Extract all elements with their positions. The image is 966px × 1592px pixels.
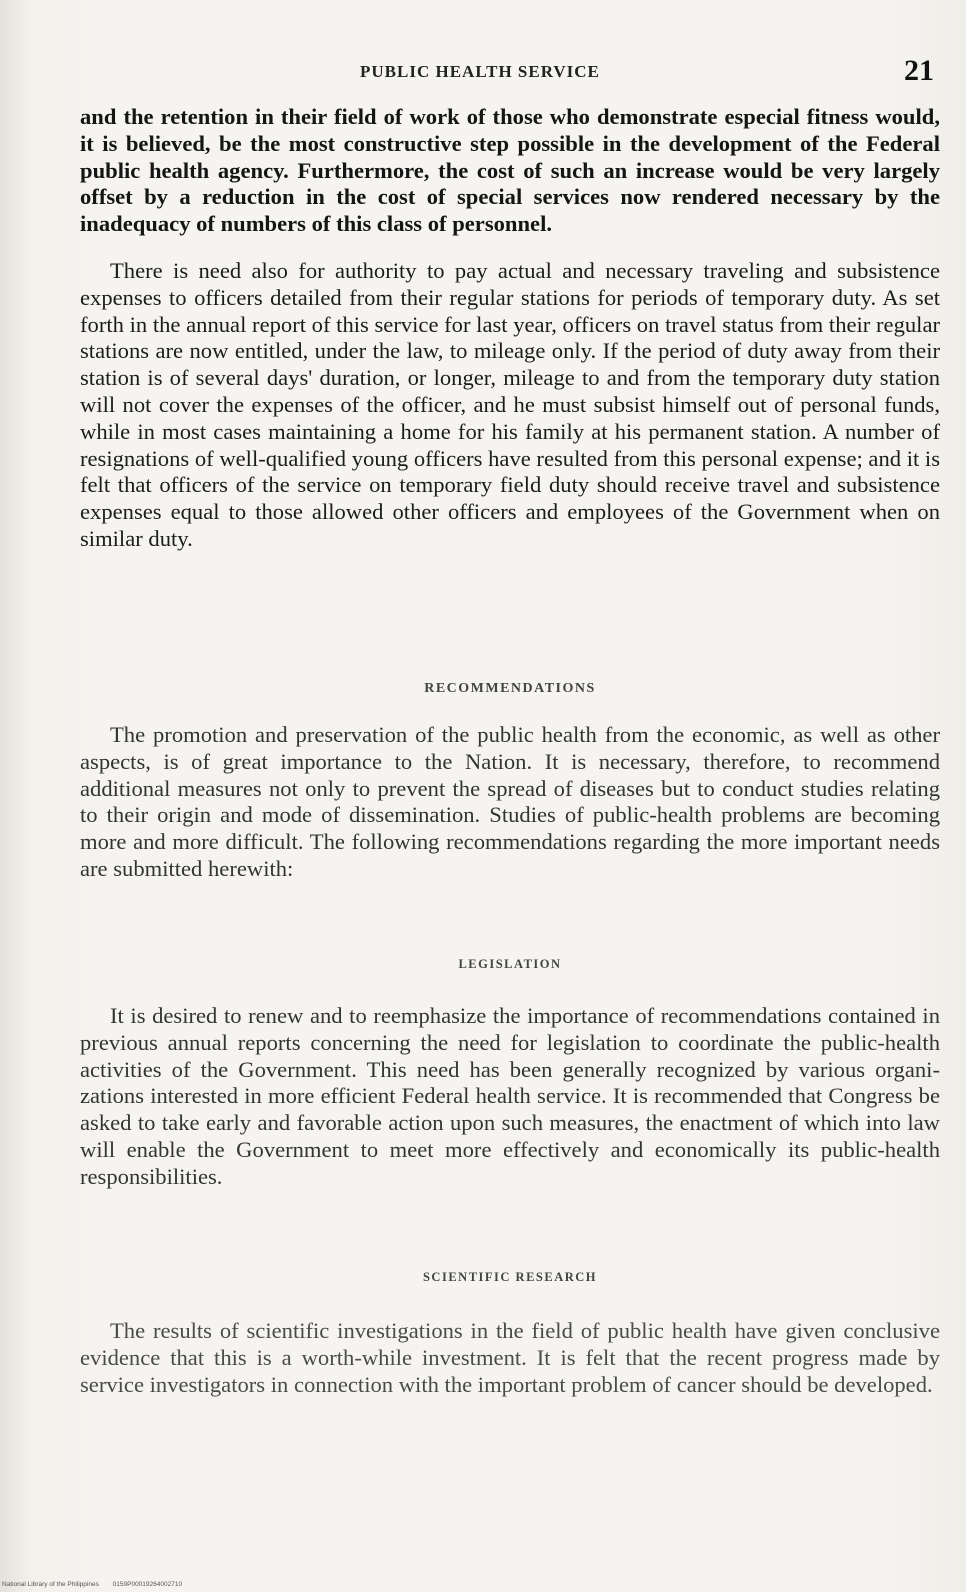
footer-library: National Library of the Philippines <box>2 1581 99 1588</box>
paragraph-block-4 <box>80 1003 940 1191</box>
page-number: 21 <box>904 54 934 87</box>
paragraph-recommendations: The promotion and preservation of the public health from the economic, as well as other aspects, is of great importance to the Nation. It is necessary, therefore, to recommend additional measures not only to prevent the spread of diseases but to conduct studies relating to their origin and mode of dissemination. Studies of public-health problems are becoming more and more difficult. The following recommendations regarding the more important needs are submitted herewith: <box>80 722 940 881</box>
section-heading-scientific-research: SCIENTIFIC RESEARCH <box>422 1270 598 1284</box>
page-header <box>80 54 936 94</box>
paragraph-legislation: It is desired to renew and to reemphasize the importance of recommendations contained in previous annual reports concerning the need for legislation to coordinate the public-health activities of the Government. This need has been generally recognized by various organizations interested in more efficient Federal health service. It is recommended that Congress be asked to take early and favorable action upon such measures, the enactment of which into law will enable the Government to meet more effectively and economically its public-health responsibilities. <box>80 1003 940 1189</box>
paragraph-block-2 <box>80 258 940 553</box>
section-heading-legislation: LEGISLATION <box>458 957 562 971</box>
running-head: PUBLIC HEALTH SERVICE <box>360 62 600 81</box>
paragraph-travel-expenses: There is need also for authority to pay actual and necessary traveling and subsistence expenses to officers detailed from their regular stations for periods of temporary duty. As set forth in the annual report of this service for last year, officers on travel status from their regular stations are now entitled, under the law, to mileage only. If the period of duty away from their station is of several days' duration, or longer, mileage to and from the temporary duty station will not cover the expenses of the officer, and he must subsist himself out of personal funds, while in most cases maintaining a home for his family at his permanent station. A number of resignations of well-qualified young officers have resulted from this personal expense; and it is felt that officers of the service on temporary field duty should receive travel and subsistence expenses equal to those allowed other officers and employees of the Government when on similar duty. <box>80 258 940 551</box>
paragraph-block-5 <box>80 1318 940 1398</box>
paragraph-block-3 <box>80 722 940 883</box>
section-heading-recommendations: RECOMMENDATIONS <box>424 681 596 696</box>
paragraph-continuation: and the retention in their field of work of those who demonstrate especial fitness would, it is believed, be the most constructive step possible in the development of the Federal public health agency. Furthermore, the cost of such an increase would be very largely offset by a reduction in the cost of special services now rendered necessary by the inadequacy of numbers of this class of personnel. <box>80 104 940 237</box>
footer-barcode: 0159P00019264002710 <box>112 1581 183 1588</box>
paragraph-block-1 <box>80 104 940 238</box>
scan-footer <box>2 1581 194 1588</box>
paragraph-scientific-research: The results of scientific investigations in the field of public health have given conclusive evidence that this is a worth-while investment. It is felt that the recent progress made by service investigators in connection with the important problem of cancer should be developed. <box>80 1318 940 1397</box>
